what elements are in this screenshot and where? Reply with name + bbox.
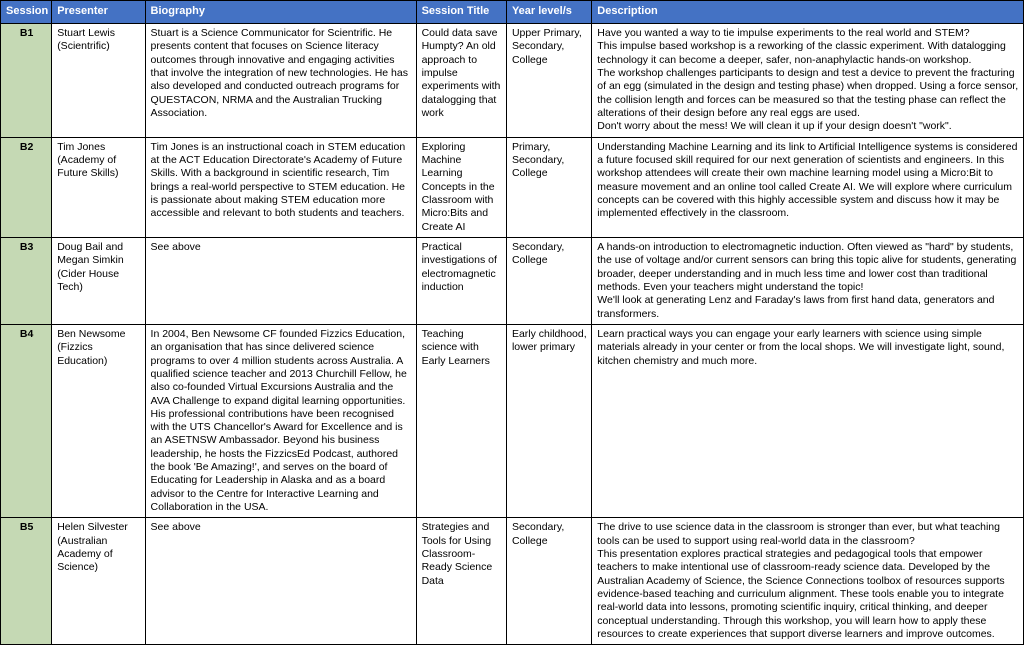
table-body	[1, 23, 1024, 644]
session-title: Strategies and Tools for Using Classroom-Ready Science Data	[416, 518, 506, 645]
table-header-row	[1, 1, 1024, 24]
presenter-name: Helen Silvester (Australian Academy of Science)	[52, 518, 145, 645]
session-title: Could data save Humpty? An old approach to impulse experiments with datalogging that work	[416, 23, 506, 137]
table-row	[1, 518, 1024, 645]
presenter-name: Ben Newsome (Fizzics Education)	[52, 324, 145, 518]
column-header-biography: Biography	[145, 1, 416, 24]
description-paragraph: The drive to use science data in the classroom is stronger than ever, but what teaching tools can be used to support using real-world data in the classroom?	[597, 521, 1000, 547]
column-header-year-levels: Year level/s	[506, 1, 591, 24]
session-title: Teaching science with Early Learners	[416, 324, 506, 518]
presenter-biography: See above	[145, 518, 416, 645]
session-code: B4	[1, 324, 52, 518]
session-description	[592, 137, 1024, 237]
presenter-biography: Stuart is a Science Communicator for Scientrific. He presents content that focuses on Science literacy outcomes through innovative and engaging activities that involve the integration of new technologies. He has also developed and conducted outreach programs for QUESTACON, NRMA and the Australian Trucking Association.	[145, 23, 416, 137]
session-description	[592, 237, 1024, 324]
year-levels: Early childhood, lower primary	[506, 324, 591, 518]
session-code: B5	[1, 518, 52, 645]
presenter-biography: In 2004, Ben Newsome CF founded Fizzics Education, an organisation that has since delivered science programs to over 4 million students across Australia. A qualified science teacher and 2013 Churchill Fellow, he also co-founded Virtual Excursions Australia and the AVA Challenge to expand digital learning opportunities. His professional contributions have been recognised with the UTS Chancellor's Award for Excellence and is an ASETNSW Ambassador. Beyond his business leadership, he hosts the FizzicsEd Podcast, authored the book 'Be Amazing!', and serves on the board of Educating for Leadership in Alaska and as a board advisor to the Centre for Interactive Learning and Collaboration in the USA.	[145, 324, 416, 518]
year-levels: Secondary, College	[506, 518, 591, 645]
session-description	[592, 324, 1024, 518]
column-header-session-title: Session Title	[416, 1, 506, 24]
session-title: Practical investigations of electromagnetic induction	[416, 237, 506, 324]
year-levels: Secondary, College	[506, 237, 591, 324]
description-paragraph: The workshop challenges participants to design and test a device to prevent the fracturing of an egg (simulated in the design and testing phase) when dropped. Using a force sensor, the collision length and forces can be measured so that the testing phase can reflect the alterations of their design before any real eggs are used.	[597, 66, 1019, 119]
presenter-name: Tim Jones (Academy of Future Skills)	[52, 137, 145, 237]
description-paragraph: Learn practical ways you can engage your early learners with science using simple materials already in your center or from the local shops. We will investigate light, sound, kitchen chemistry and much more.	[597, 327, 1005, 367]
presenter-biography: Tim Jones is an instructional coach in STEM education at the ACT Education Directorate's Academy of Future Skills. With a background in scientific research, Tim brings a real-world perspective to STEM education. He is passionate about making STEM education more accessible and relevant to both students and teachers.	[145, 137, 416, 237]
description-paragraph: We'll look at generating Lenz and Faraday's laws from first hand data, generators and transformers.	[597, 294, 995, 320]
table-row	[1, 23, 1024, 137]
session-code: B1	[1, 23, 52, 137]
session-code: B2	[1, 137, 52, 237]
session-description	[592, 518, 1024, 645]
table-row	[1, 237, 1024, 324]
description-paragraph: This presentation explores practical strategies and pedagogical tools that empower teachers to make intentional use of classroom-ready science data. Developed by the Australian Academy of Science, the Science Connections toolbox of resources supports evidence-based teaching and curriculum alignment. These tools enable you to integrate real-world data into lessons, promoting scientific inquiry, critical thinking, and deeper conceptual understanding. Through this workshop, you will learn how to apply these resources to create experiences that support diverse learners and improve outcomes.	[597, 548, 1005, 641]
table-row	[1, 137, 1024, 237]
description-paragraph: Don't worry about the mess! We will clean it up if your design doesn't "work".	[597, 120, 952, 133]
column-header-presenter: Presenter	[52, 1, 145, 24]
description-paragraph: A hands-on introduction to electromagnetic induction. Often viewed as "hard" by students, the use of voltage and/or current sensors can bring this topic alive for students, generating broader, deeper understanding and in much less time and lower cost than traditional methods. Even your teachers might understand the topic!	[597, 240, 1017, 293]
description-paragraph: Have you wanted a way to tie impulse experiments to the real world and STEM?	[597, 26, 970, 39]
session-code: B3	[1, 237, 52, 324]
column-header-description: Description	[592, 1, 1024, 24]
presenter-name: Stuart Lewis (Scientrific)	[52, 23, 145, 137]
year-levels: Primary, Secondary, College	[506, 137, 591, 237]
session-description	[592, 23, 1024, 137]
session-title: Exploring Machine Learning Concepts in the Classroom with Micro:Bits and Create AI	[416, 137, 506, 237]
year-levels: Upper Primary, Secondary, College	[506, 23, 591, 137]
presenter-biography: See above	[145, 237, 416, 324]
description-paragraph: This impulse based workshop is a reworking of the classic experiment. With datalogging technology it can become a deeper, safer, non-anaphylactic hands-on workshop.	[597, 40, 1006, 66]
column-header-session: Session	[1, 1, 52, 24]
presenter-name: Doug Bail and Megan Simkin (Cider House Tech)	[52, 237, 145, 324]
description-paragraph: Understanding Machine Learning and its link to Artificial Intelligence systems is considered a future focused skill required for our next generation of scientists and engineers. In this workshop attendees will create their own machine learning model using a Micro:Bit to measure movement and an online tool called Create AI. We will explore where curriculum concepts can be covered with this highly accessible system and discuss how it may be implemented effectively in the classroom.	[597, 140, 1018, 220]
table-row	[1, 324, 1024, 518]
